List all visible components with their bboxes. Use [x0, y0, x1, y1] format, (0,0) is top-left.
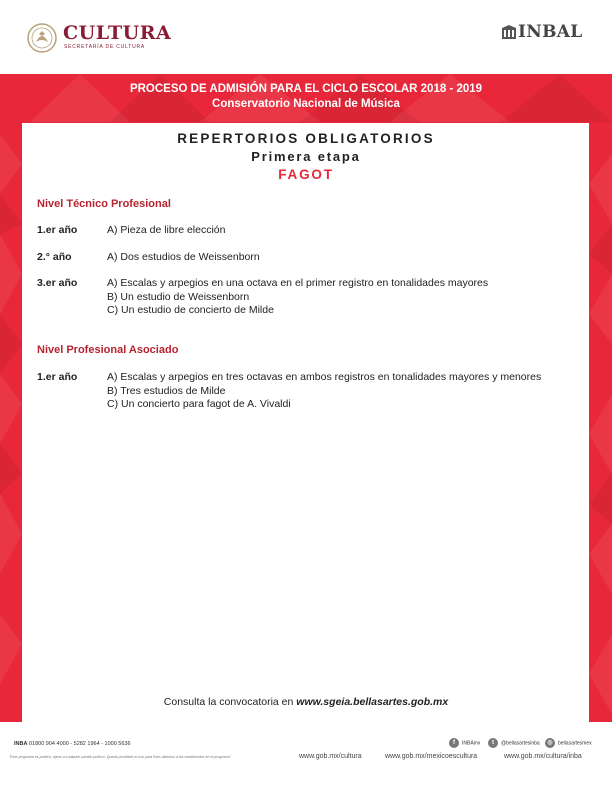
level-heading: Nivel Profesional Asociado: [37, 344, 179, 356]
inba-phones: [14, 741, 131, 747]
twitter-icon: t: [488, 738, 498, 748]
repertoire-item: B) Tres estudios de Milde: [107, 384, 226, 397]
link-cultura-inba[interactable]: www.gob.mx/cultura/inba: [504, 753, 582, 760]
year-label: 3.er año: [37, 277, 78, 289]
repertoire-item: C) Un concierto para fagot de A. Vivaldi: [107, 398, 291, 410]
repertoire-list: [107, 224, 557, 238]
social-twitter[interactable]: [488, 738, 540, 748]
repertoire-item: A) Dos estudios de Weissenborn: [107, 251, 260, 263]
repertoire-item: C) Un estudio de concierto de Milde: [107, 304, 274, 316]
phone-numbers: 01800 904 4000 - 5282 1964 - 1000 5636: [28, 741, 131, 747]
admission-banner: [0, 82, 612, 112]
consulta-text: Consulta la convocatoria en: [163, 696, 297, 708]
social-label: INBAmx: [462, 740, 481, 747]
instagram-icon: ◎: [545, 738, 555, 748]
cultura-logo-subtitle: SECRETARÍA DE CULTURA: [64, 44, 146, 50]
link-mexicoescultura[interactable]: www.gob.mx/mexicoescultura: [385, 753, 478, 760]
instrument-title: FAGOT: [278, 167, 334, 182]
level-heading: Nivel Técnico Profesional: [37, 198, 171, 210]
page-title: REPERTORIOS OBLIGATORIOS: [177, 131, 435, 146]
content-card: [22, 123, 589, 722]
repertoire-item: A) Escalas y arpegios en una octava en el primer registro en tonalidades mayores: [107, 277, 489, 289]
year-label: 1.er año: [37, 224, 78, 236]
cultura-logo-text: CULTURA: [63, 22, 172, 44]
inbal-logo-text: INBAL: [518, 22, 583, 42]
stage-subtitle: Primera etapa: [251, 149, 361, 164]
year-label: 2.° año: [37, 251, 72, 263]
banner-line-1: PROCESO DE ADMISIÓN PARA EL CICLO ESCOLAR 2018 - 2019: [129, 83, 483, 95]
year-label: 1.er año: [37, 371, 78, 383]
repertoire-list: [107, 277, 557, 318]
repertoire-item: A) Escalas y arpegios en tres octavas en ambos registros en tonalidades mayores y menores: [107, 371, 542, 383]
page-header: [0, 0, 612, 74]
social-label: bellasartesmex: [558, 740, 592, 747]
inba-label: INBA: [14, 741, 28, 747]
repertoire-item: B) Un estudio de Weissenborn: [107, 290, 250, 303]
banner-line-2: Conservatorio Nacional de Música: [212, 98, 400, 110]
link-cultura[interactable]: www.gob.mx/cultura: [299, 753, 362, 760]
repertoire-list: [107, 371, 552, 412]
legal-disclaimer: "Este programa es público, ajeno a cualquier partido político. Queda prohibido el uso para fines distintos a los establecidos en el programa": [9, 755, 231, 759]
repertoire-list: [107, 251, 557, 265]
social-facebook[interactable]: [449, 738, 480, 748]
convocatoria-link[interactable]: www.sgeia.bellasartes.gob.mx: [296, 696, 449, 708]
inbal-building-icon: [502, 25, 516, 39]
social-label: @bellasartesinba: [501, 740, 540, 747]
facebook-icon: f: [449, 738, 459, 748]
social-instagram[interactable]: [545, 738, 592, 748]
mexico-eagle-seal-icon: [26, 22, 58, 54]
repertoire-item: A) Pieza de libre elección: [107, 224, 226, 236]
consulta-line: [0, 696, 612, 708]
